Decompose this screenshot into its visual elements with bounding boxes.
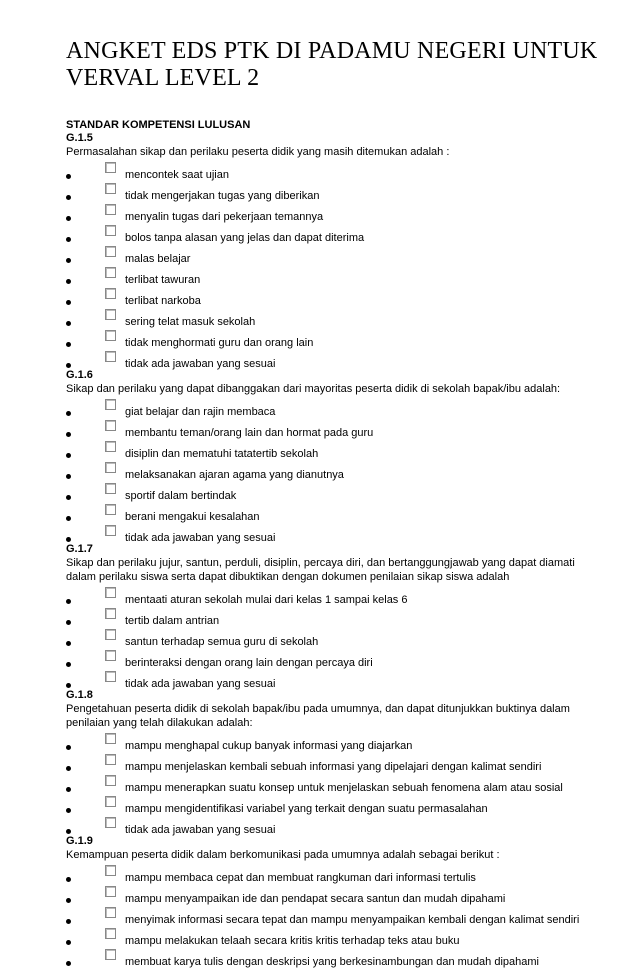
bullet-icon	[66, 808, 71, 813]
checkbox[interactable]	[105, 907, 116, 918]
bullet-icon	[66, 342, 71, 347]
question-code: G.1.5	[66, 132, 93, 144]
option-item[interactable]	[66, 632, 606, 653]
option-label: membuat karya tulis dengan deskripsi yang berkesinambungan dan mudah dipahami	[125, 956, 539, 968]
question-code: G.1.7	[66, 543, 93, 555]
checkbox[interactable]	[105, 288, 116, 299]
option-item[interactable]	[66, 291, 606, 312]
option-label: mampu membaca cepat dan membuat rangkuman dari informasi tertulis	[125, 872, 476, 884]
option-label: bolos tanpa alasan yang jelas dan dapat diterima	[125, 232, 365, 244]
option-item[interactable]	[66, 674, 606, 689]
option-item[interactable]	[66, 207, 606, 228]
option-label: tertib dalam antrian	[125, 615, 220, 627]
bullet-icon	[66, 216, 71, 221]
question-code: G.1.8	[66, 689, 93, 701]
question-text: Permasalahan sikap dan perilaku peserta didik yang masih ditemukan adalah :	[66, 146, 450, 158]
option-item[interactable]	[66, 444, 606, 465]
bullet-icon	[66, 432, 71, 437]
option-label: terlibat narkoba	[125, 295, 201, 307]
option-item[interactable]	[66, 820, 606, 835]
option-list	[66, 868, 606, 967]
bullet-icon	[66, 474, 71, 479]
question-code: G.1.6	[66, 369, 93, 381]
checkbox[interactable]	[105, 330, 116, 341]
bullet-icon	[66, 961, 71, 966]
checkbox[interactable]	[105, 183, 116, 194]
checkbox[interactable]	[105, 796, 116, 807]
bullet-icon	[66, 453, 71, 458]
option-item[interactable]	[66, 736, 606, 757]
bullet-icon	[66, 829, 71, 834]
option-label: mampu melakukan telaah secara kritis kritis terhadap teks atau buku	[125, 935, 460, 947]
bullet-icon	[66, 258, 71, 263]
bullet-icon	[66, 411, 71, 416]
option-item[interactable]	[66, 486, 606, 507]
section-heading: STANDAR KOMPETENSI LULUSAN	[66, 119, 251, 131]
bullet-icon	[66, 599, 71, 604]
checkbox[interactable]	[105, 587, 116, 598]
bullet-icon	[66, 766, 71, 771]
option-label: mampu menghapal cukup banyak informasi yang diajarkan	[125, 740, 413, 752]
bullet-icon	[66, 919, 71, 924]
option-list	[66, 165, 606, 369]
question-group	[66, 132, 606, 369]
checkbox[interactable]	[105, 671, 116, 682]
question-text: Sikap dan perilaku jujur, santun, perduli, disiplin, percaya diri, dan bertanggungjawab yang dapat diamati dalam perilaku siswa serta dapat dibuktikan dengan dokumen penilaian sikap siswa adalah	[66, 557, 575, 583]
option-list	[66, 402, 606, 543]
option-item[interactable]	[66, 270, 606, 291]
option-item[interactable]	[66, 952, 606, 967]
checkbox[interactable]	[105, 462, 116, 473]
option-label: mampu menerapkan suatu konsep untuk menjelaskan sebuah fenomena alam atau sosial	[125, 782, 563, 794]
checkbox[interactable]	[105, 309, 116, 320]
option-label: berani mengakui kesalahan	[125, 511, 260, 523]
bullet-icon	[66, 363, 71, 368]
option-item[interactable]	[66, 910, 606, 931]
bullet-icon	[66, 195, 71, 200]
question-group	[66, 543, 606, 689]
checkbox[interactable]	[105, 420, 116, 431]
checkbox[interactable]	[105, 204, 116, 215]
checkbox[interactable]	[105, 483, 116, 494]
question-group	[66, 369, 606, 543]
option-label: tidak mengerjakan tugas yang diberikan	[125, 190, 320, 202]
bullet-icon	[66, 321, 71, 326]
checkbox[interactable]	[105, 351, 116, 362]
option-label: menyimak informasi secara tepat dan mampu menyampaikan kembali dengan kalimat sendiri	[125, 914, 580, 926]
option-item[interactable]	[66, 354, 606, 369]
bullet-icon	[66, 279, 71, 284]
checkbox[interactable]	[105, 754, 116, 765]
bullet-icon	[66, 620, 71, 625]
option-label: sering telat masuk sekolah	[125, 316, 256, 328]
bullet-icon	[66, 898, 71, 903]
checkbox[interactable]	[105, 246, 116, 257]
option-label: tidak ada jawaban yang sesuai	[125, 824, 276, 836]
option-item[interactable]	[66, 528, 606, 543]
checkbox[interactable]	[105, 267, 116, 278]
option-item[interactable]	[66, 653, 606, 674]
checkbox[interactable]	[105, 162, 116, 173]
option-label: tidak ada jawaban yang sesuai	[125, 358, 276, 370]
option-label: santun terhadap semua guru di sekolah	[125, 636, 319, 648]
bullet-icon	[66, 745, 71, 750]
checkbox[interactable]	[105, 949, 116, 960]
question-text: Pengetahuan peserta didik di sekolah bapak/ibu pada umumnya, dan dapat ditunjukkan buktinya dalam penilaian yang telah dilakukan adalah:	[66, 703, 570, 729]
option-item[interactable]	[66, 590, 606, 611]
option-list	[66, 736, 606, 835]
option-item[interactable]	[66, 249, 606, 270]
option-list	[66, 590, 606, 689]
checkbox[interactable]	[105, 886, 116, 897]
option-label: berinteraksi dengan orang lain dengan percaya diri	[125, 657, 373, 669]
page-title: ANGKET EDS PTK DI PADAMU NEGERI UNTUK VERVAL LEVEL 2	[66, 38, 598, 91]
option-item[interactable]	[66, 507, 606, 528]
bullet-icon	[66, 787, 71, 792]
option-item[interactable]	[66, 186, 606, 207]
option-label: giat belajar dan rajin membaca	[125, 406, 276, 418]
question-group	[66, 689, 606, 835]
document-page	[66, 38, 606, 967]
option-item[interactable]	[66, 333, 606, 354]
option-label: disiplin dan mematuhi tatatertib sekolah	[125, 448, 319, 460]
option-label: mampu menyampaikan ide dan pendapat secara santun dan mudah dipahami	[125, 893, 506, 905]
checkbox[interactable]	[105, 775, 116, 786]
bullet-icon	[66, 237, 71, 242]
option-label: mampu menjelaskan kembali sebuah informasi yang dipelajari dengan kalimat sendiri	[125, 761, 542, 773]
checkbox[interactable]	[105, 865, 116, 876]
option-label: malas belajar	[125, 253, 191, 265]
option-item[interactable]	[66, 868, 606, 889]
bullet-icon	[66, 877, 71, 882]
question-group	[66, 835, 606, 967]
option-item[interactable]	[66, 799, 606, 820]
option-label: tidak ada jawaban yang sesuai	[125, 678, 276, 690]
question-text: Kemampuan peserta didik dalam berkomunikasi pada umumnya adalah sebagai berikut :	[66, 849, 500, 861]
option-label: terlibat tawuran	[125, 274, 201, 286]
bullet-icon	[66, 174, 71, 179]
question-code: G.1.9	[66, 835, 93, 847]
checkbox[interactable]	[105, 650, 116, 661]
option-item[interactable]	[66, 312, 606, 333]
option-item[interactable]	[66, 757, 606, 778]
option-item[interactable]	[66, 778, 606, 799]
option-label: menyalin tugas dari pekerjaan temannya	[125, 211, 324, 223]
bullet-icon	[66, 940, 71, 945]
bullet-icon	[66, 516, 71, 521]
option-item[interactable]	[66, 402, 606, 423]
option-label: mentaati aturan sekolah mulai dari kelas 1 sampai kelas 6	[125, 594, 408, 606]
bullet-icon	[66, 537, 71, 542]
option-item[interactable]	[66, 889, 606, 910]
option-item[interactable]	[66, 423, 606, 444]
option-label: tidak ada jawaban yang sesuai	[125, 532, 276, 544]
option-item[interactable]	[66, 611, 606, 632]
option-label: tidak menghormati guru dan orang lain	[125, 337, 314, 349]
option-item[interactable]	[66, 931, 606, 952]
checkbox[interactable]	[105, 928, 116, 939]
bullet-icon	[66, 300, 71, 305]
bullet-icon	[66, 683, 71, 688]
question-text: Sikap dan perilaku yang dapat dibanggakan dari mayoritas peserta didik di sekolah bapak/ibu adalah:	[66, 383, 561, 395]
bullet-icon	[66, 662, 71, 667]
option-item[interactable]	[66, 465, 606, 486]
checkbox[interactable]	[105, 441, 116, 452]
option-label: membantu teman/orang lain dan hormat pada guru	[125, 427, 374, 439]
option-item[interactable]	[66, 228, 606, 249]
bullet-icon	[66, 641, 71, 646]
question-groups	[66, 132, 606, 967]
checkbox[interactable]	[105, 608, 116, 619]
option-item[interactable]	[66, 165, 606, 186]
checkbox[interactable]	[105, 733, 116, 744]
option-label: mampu mengidentifikasi variabel yang terkait dengan suatu permasalahan	[125, 803, 488, 815]
option-label: mencontek saat ujian	[125, 169, 229, 181]
option-label: sportif dalam bertindak	[125, 490, 237, 502]
bullet-icon	[66, 495, 71, 500]
checkbox[interactable]	[105, 399, 116, 410]
option-label: melaksanakan ajaran agama yang dianutnya	[125, 469, 344, 481]
checkbox[interactable]	[105, 817, 116, 828]
checkbox[interactable]	[105, 525, 116, 536]
checkbox[interactable]	[105, 629, 116, 640]
checkbox[interactable]	[105, 504, 116, 515]
checkbox[interactable]	[105, 225, 116, 236]
